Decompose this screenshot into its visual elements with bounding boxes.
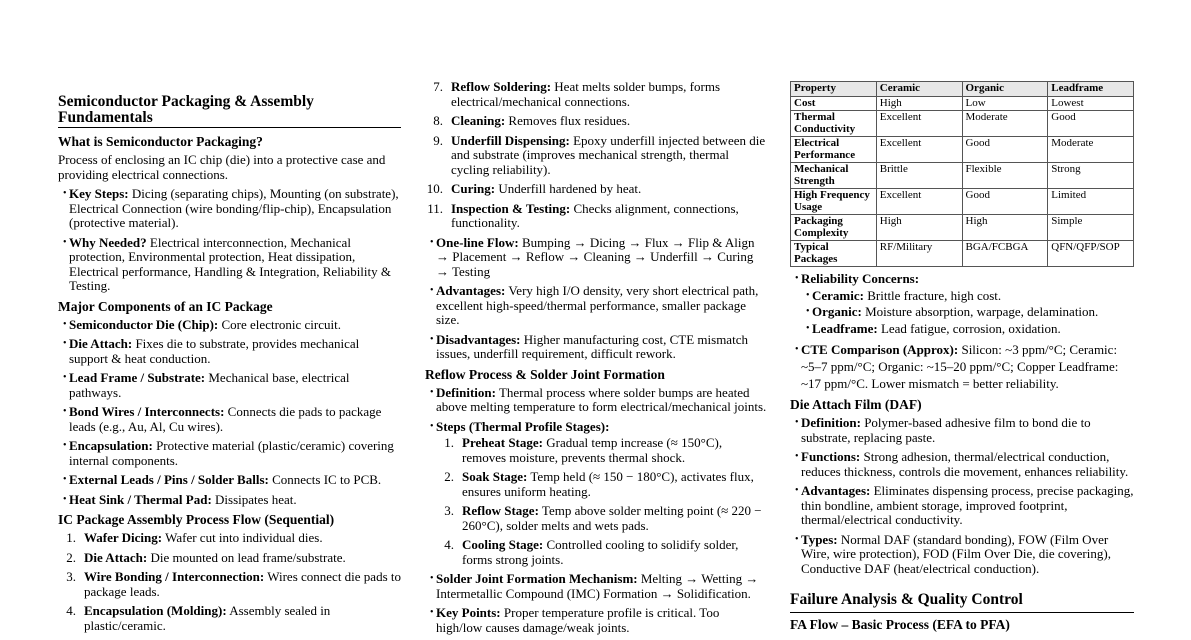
table-row [791, 137, 1134, 163]
item-label: Functions: [801, 449, 861, 464]
table-row [791, 111, 1134, 137]
item-label: Reliability Concerns: [801, 271, 920, 286]
bullet-list-reflow [425, 386, 767, 636]
item-label: Encapsulation: [69, 438, 153, 453]
table-cell: Thermal Conductivity [791, 111, 877, 137]
table-cell: Mechanical Strength [791, 163, 877, 189]
item-number: 2. [444, 469, 454, 484]
table-cell: Good [962, 189, 1048, 215]
item-number: 9. [433, 132, 443, 148]
document-title: Semiconductor Packaging & Assembly Fundamentals [58, 94, 401, 128]
table-row [791, 96, 1134, 111]
list-item [425, 202, 767, 231]
list-item [58, 405, 401, 434]
item-text: Dissipates heat. [215, 491, 297, 507]
item-text: Moisture absorption, warpage, delamination. [865, 304, 1099, 319]
table-cell: High Frequency Usage [791, 189, 877, 215]
item-number: 4. [66, 603, 76, 618]
table-cell: Moderate [962, 111, 1048, 137]
table-cell: Excellent [876, 137, 962, 163]
item-label: Encapsulation (Molding): [84, 603, 227, 618]
item-label: Why Needed? [69, 234, 147, 250]
list-item [801, 322, 1134, 337]
list-item [425, 114, 767, 129]
list-item [58, 604, 401, 633]
item-label: Steps (Thermal Profile Stages): [436, 418, 610, 434]
list-item [425, 284, 767, 328]
column-1 [58, 94, 401, 638]
item-text: Connects die pads to package leads (e.g., Au, Al, Cu wires). [69, 404, 382, 434]
item-label: Preheat Stage: [462, 435, 543, 450]
table-row [791, 241, 1134, 267]
table-cell: Low [962, 96, 1048, 111]
numbered-list-flip-chip-steps [425, 80, 767, 231]
item-label: Disadvantages: [436, 331, 521, 347]
section-heading-components: Major Components of an IC Package [58, 298, 273, 314]
list-item [425, 606, 767, 635]
item-label: Lead Frame / Substrate: [69, 370, 206, 385]
item-text: Brittle fracture, high cost. [867, 287, 1002, 303]
item-text: Heat melts solder bumps, forms electrical/mechanical connections. [451, 79, 721, 109]
item-number: 7. [433, 79, 443, 94]
table-header-cell: Organic [962, 82, 1048, 97]
bullet-list-flip-chip-summary [425, 236, 767, 362]
list-item [801, 305, 1134, 320]
item-label: Advantages: [436, 283, 506, 298]
list-item [58, 187, 401, 231]
bullet-list-daf [790, 416, 1134, 576]
item-text: Strong adhesion, thermal/electrical conduction, reduces thickness, controls die movement, enhances reliability. [801, 449, 1129, 479]
item-label: Advantages: [801, 483, 871, 498]
list-item [790, 272, 1134, 336]
table-cell: RF/Military [876, 241, 962, 267]
item-label: Ceramic: [812, 287, 864, 303]
table-cell: Lowest [1048, 96, 1134, 111]
item-text: Removes flux residues. [508, 113, 631, 128]
subsection-heading-fa-flow: FA Flow – Basic Process (EFA to PFA) [790, 617, 1010, 632]
item-text: Bumping → Dicing → Flux → Flip & Align → Placement → Reflow → Cleaning → Underfill → Curing → Testing [436, 234, 755, 279]
item-text: Wafer cut into individual dies. [165, 530, 323, 545]
item-label: Curing: [451, 181, 496, 196]
column-2 [425, 80, 767, 640]
section-heading-daf: Die Attach Film (DAF) [790, 397, 922, 412]
item-label: Bond Wires / Interconnects: [69, 404, 225, 419]
numbered-list-assembly-flow [58, 531, 401, 633]
item-text: Temp above solder melting point (≈ 220 − 260°C), solder melts and wets pads. [462, 503, 762, 533]
list-item [58, 236, 401, 294]
item-label: Semiconductor Die (Chip): [69, 316, 219, 332]
item-label: Definition: [801, 415, 861, 430]
item-label: Underfill Dispensing: [451, 132, 570, 148]
item-label: Leadframe: [812, 320, 878, 336]
item-text: Melting → Wetting → Intermetallic Compound (IMC) Formation → Solidification. [436, 571, 759, 601]
table-cell: Brittle [876, 163, 962, 189]
table-header-cell: Property [791, 82, 877, 97]
item-number: 1. [66, 530, 76, 545]
list-item [436, 436, 767, 465]
item-text: Dicing (separating chips), Mounting (on substrate), Electrical Connection (wire bonding/flip-chip), Encapsulation (protective material). [69, 186, 399, 230]
list-item [790, 450, 1134, 479]
table-header-cell: Ceramic [876, 82, 962, 97]
item-text: Higher manufacturing cost, CTE mismatch issues, underfill requirement, difficult rework. [436, 331, 748, 361]
list-item [58, 439, 401, 468]
item-number: 8. [433, 113, 443, 128]
table-header-row [791, 82, 1134, 97]
list-item [436, 538, 767, 567]
list-item [58, 371, 401, 400]
list-item [58, 473, 401, 488]
item-text: Thermal process where solder bumps are heated above melting temperature to form electrical/mechanical joints. [436, 384, 767, 414]
list-item [58, 493, 401, 508]
list-item [425, 420, 767, 568]
list-item [425, 182, 767, 197]
list-item [58, 531, 401, 546]
table-header-cell: Leadframe [1048, 82, 1134, 97]
section-heading-what-is-packaging: What is Semiconductor Packaging? [58, 134, 263, 149]
table-cell: Excellent [876, 189, 962, 215]
item-text: Lead fatigue, corrosion, oxidation. [880, 320, 1061, 336]
item-text: Polymer-based adhesive film to bond die to substrate, replacing paste. [801, 415, 1091, 445]
list-item [790, 341, 1134, 392]
item-text: Protective material (plastic/ceramic) covering internal components. [69, 438, 394, 468]
item-number: 10. [426, 181, 443, 196]
item-label: Key Points: [436, 605, 501, 620]
list-item [425, 80, 767, 109]
table-cell: Cost [791, 96, 877, 111]
item-text: Die mounted on lead frame/substrate. [150, 549, 346, 565]
list-item [58, 318, 401, 333]
item-label: Wire Bonding / Interconnection: [84, 569, 265, 584]
item-number: 11. [427, 200, 443, 216]
list-item [58, 337, 401, 366]
item-label: Organic: [812, 304, 862, 319]
list-item [425, 333, 767, 362]
item-label: Die Attach: [84, 549, 148, 565]
list-item [425, 572, 767, 601]
item-text: Wires connect die pads to package leads. [84, 569, 401, 599]
bullet-list-what [58, 187, 401, 294]
item-text: Normal DAF (standard bonding), FOW (Film Over Wire, wire protection), FOD (Film Over Die, die covering), Conductive DAF (heat/electrical conduction). [801, 531, 1111, 576]
item-label: Solder Joint Formation Mechanism: [436, 571, 638, 586]
substrate-comparison-table [790, 81, 1134, 267]
table-cell: High [962, 215, 1048, 241]
list-item [425, 386, 767, 415]
table-cell: Electrical Performance [791, 137, 877, 163]
table-cell: High [876, 96, 962, 111]
section-heading-failure-analysis: Failure Analysis & Quality Control [790, 592, 1134, 613]
item-label: Wafer Dicing: [84, 530, 163, 545]
item-label: Key Steps: [69, 186, 129, 201]
item-label: Reflow Stage: [462, 503, 539, 518]
column-3 [790, 81, 1134, 636]
item-text: Mechanical base, electrical pathways. [69, 370, 350, 400]
item-number: 2. [66, 549, 76, 565]
list-item [58, 570, 401, 599]
numbered-list-reflow-stages [436, 436, 767, 567]
item-label: Die Attach: [69, 336, 133, 351]
table-cell: High [876, 215, 962, 241]
table-row [791, 189, 1134, 215]
item-label: Heat Sink / Thermal Pad: [69, 491, 212, 507]
item-text: Controlled cooling to solidify solder, forms strong joints. [462, 537, 739, 567]
table-cell: Packaging Complexity [791, 215, 877, 241]
paragraph-definition: Process of enclosing an IC chip (die) into a protective case and providing electrical connections. [58, 152, 386, 182]
item-text: Assembly sealed in plastic/ceramic. [84, 603, 331, 633]
item-label: External Leads / Pins / Solder Balls: [69, 472, 269, 487]
item-text: Epoxy underfill injected between die and substrate (improves mechanical strength, thermal cycling reliability). [451, 132, 766, 177]
item-label: Cooling Stage: [462, 537, 544, 552]
item-text: Electrical interconnection, Mechanical protection, Environmental protection, Heat dissipation, Electrical performance, Handling & Integration, Reliability & Testing. [69, 234, 391, 293]
section-heading-reflow: Reflow Process & Solder Joint Formation [425, 366, 665, 382]
item-label: Types: [801, 531, 838, 547]
item-text: Underfill hardened by heat. [498, 181, 642, 196]
list-item [436, 504, 767, 533]
item-label: Cleaning: [451, 113, 506, 128]
list-item [425, 134, 767, 178]
item-label: Inspection & Testing: [451, 200, 571, 216]
table-cell: Good [1048, 111, 1134, 137]
table-row [791, 215, 1134, 241]
table-cell: Strong [1048, 163, 1134, 189]
item-number: 3. [444, 503, 454, 518]
item-text: Core electronic circuit. [221, 316, 341, 332]
item-number: 1. [444, 435, 454, 450]
item-label: One-line Flow: [436, 234, 519, 250]
list-item [790, 484, 1134, 528]
item-text: Fixes die to substrate, provides mechanical support & heat conduction. [69, 336, 360, 366]
item-text: Proper temperature profile is critical. Too high/low causes damage/weak joints. [436, 605, 720, 635]
table-cell: QFN/QFP/SOP [1048, 241, 1134, 267]
table-row [791, 163, 1134, 189]
item-text: Eliminates dispensing process, precise packaging, thin bondline, ambient storage, improved footprint, thermal/electrical conductivity. [801, 483, 1134, 527]
item-number: 3. [66, 569, 76, 584]
list-item [801, 289, 1134, 304]
table-cell: Limited [1048, 189, 1134, 215]
bullet-list-reliability-sub [801, 289, 1134, 337]
section-heading-assembly-flow: IC Package Assembly Process Flow (Sequential) [58, 512, 335, 527]
table-cell: Excellent [876, 111, 962, 137]
list-item [425, 236, 767, 280]
item-text: Gradual temp increase (≈ 150°C), removes moisture, prevents thermal shock. [462, 435, 723, 465]
item-number: 4. [444, 537, 454, 552]
item-text: Temp held (≈ 150 − 180°C), activates flux, ensures uniform heating. [462, 469, 754, 499]
item-text: Silicon: ~3 ppm/°C; Ceramic: ~5–7 ppm/°C; Organic: ~15–20 ppm/°C; Copper Leadframe: ~17 ppm/°C. Lower mismatch = better reliability. [801, 342, 1119, 391]
table-cell: BGA/FCBGA [962, 241, 1048, 267]
item-text: Checks alignment, connections, functionality. [451, 200, 739, 230]
item-label: Definition: [436, 384, 496, 400]
item-label: Soak Stage: [462, 469, 528, 484]
table-cell: Simple [1048, 215, 1134, 241]
bullet-list-components [58, 318, 401, 508]
list-item [58, 551, 401, 566]
table-cell: Good [962, 137, 1048, 163]
list-item [790, 416, 1134, 445]
table-cell: Flexible [962, 163, 1048, 189]
item-text: Connects IC to PCB. [272, 472, 382, 487]
table-cell: Typical Packages [791, 241, 877, 267]
list-item [436, 470, 767, 499]
item-label: CTE Comparison (Approx): [801, 342, 959, 357]
table-cell: Moderate [1048, 137, 1134, 163]
bullet-list-reliability [790, 272, 1134, 392]
item-label: Reflow Soldering: [451, 79, 552, 94]
item-text: Very high I/O density, very short electrical path, excellent high-speed/thermal performance, smaller package size. [436, 283, 759, 327]
list-item [790, 533, 1134, 577]
